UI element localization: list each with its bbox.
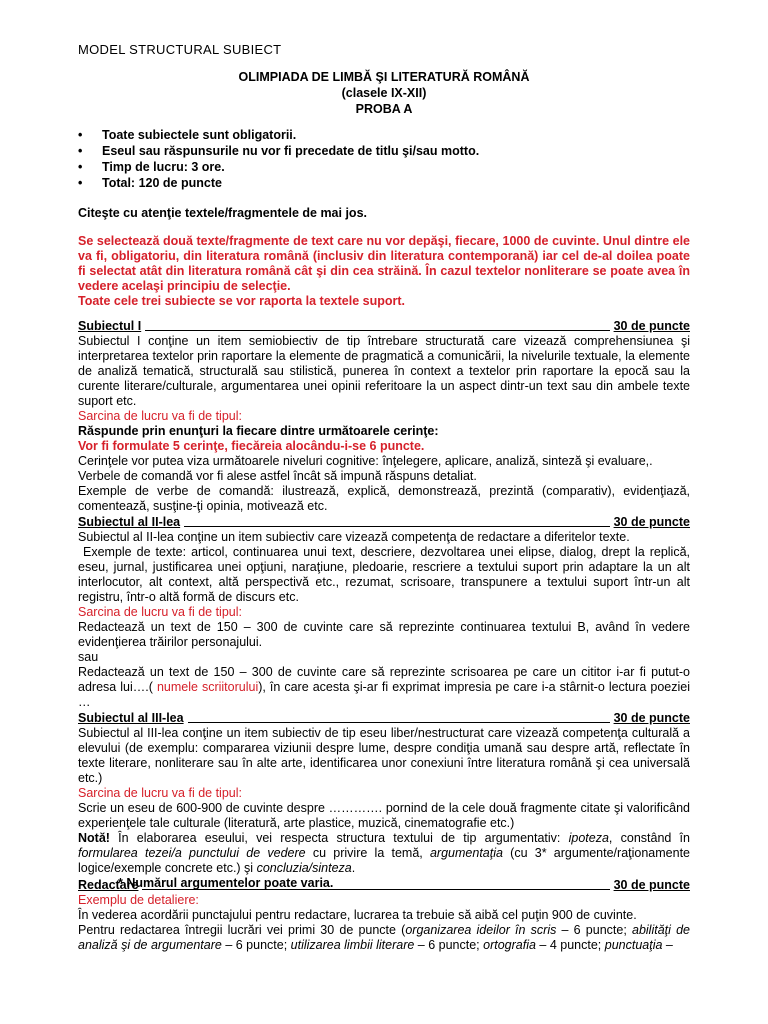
essay-task: Scrie un eseu de 600-900 de cuvinte despre …………. pornind de la cele două fragmente citate şi valorificând experienţele tale culturale (literatură, arte plastice, muzică, cinematografie etc.) (78, 801, 690, 830)
task-option-1: Redactează un text de 150 – 300 de cuvinte care să reprezinte continuarea textului B, având în vedere evidenţierea trăirilor personajului. (78, 620, 690, 649)
command-verbs-examples: Exemple de verbe de comandă: ilustrează, explică, demonstrează, prezintă (comparativ), evidenţiază, comentează, susţine-ţi opinia, motivează etc. (78, 484, 690, 513)
section-title: Subiectul I (78, 319, 142, 333)
section-description: Subiectul al II-lea conţine un item subiectiv care vizează competenţa de redactare a diferitelor texte. (78, 530, 630, 544)
section-description: Subiectul I conţine un item semiobiectiv de tip întrebare structurată care vizează comprehensiunea şi interpretarea textelor prin raportare la elemente de pragmatică a comunicării, la nivelurile textuale, la elemente de analiză tematică, structurală sau stilistică, punerea în context a textelor prin raportare la epocă sau la curente literare/culturale, argumentarea unei opinii referitoare la un aspect dintr-un text sau din ambele texte suport etc. (78, 334, 690, 408)
section-subiect-1 (78, 319, 690, 514)
command-verbs-note: Verbele de comandă vor fi alese astfel încât să impună răspuns detaliat. (78, 469, 477, 483)
section-points: 30 de puncte (613, 515, 690, 529)
section-description: Subiectul al III-lea conţine un item subiectiv de tip eseu liber/nestructurat care vizează competenţa culturală a elevului (de exemplu: compararea viziunii despre lume, despre condiţia umană sau despre artă, reflectate în texte literare, nonliterare sau în alte arte, identificarea unor conexiuni între literatura română şi cea universală etc.) (78, 726, 690, 785)
task-option-2: Redactează un text de 150 – 300 de cuvinte care să reprezinte scrisoarea pe care un cititor i-ar fi putut-o adresa lui….( numele scriitorului), în care acesta şi-ar fi exprimat impresia pe care i-a stârnit-o lectura poeziei … (78, 665, 690, 709)
writer-name-placeholder: numele scriitorului (152, 680, 259, 694)
task-red-note: Vor fi formulate 5 cerinţe, fiecăreia alocându-i-se 6 puncte. (78, 439, 425, 453)
rules-list (78, 127, 479, 191)
essay-note: Notă! În elaborarea eseului, vei respecta structura textului de tip argumentativ: ipoteza, constând în formularea tezei/a punctului de vedere cu privire la temă, argumentaţia (cu 3* argumente/raţionamente logice/exemple concrete etc.) şi concluzia/sinteza. (78, 831, 690, 875)
word-count-requirement: În vederea acordării punctajului pentru redactare, lucrarea ta trebuie să aibă cel puţin 900 de cuvinte. (78, 908, 637, 922)
section-heading (78, 878, 690, 893)
rule-item: • Timp de lucru: 3 ore. (78, 159, 479, 175)
detail-example-label: Exemplu de detaliere: (78, 893, 199, 907)
rule-item: • Eseul sau răspunsurile nu vor fi precedate de titlu şi/sau motto. (78, 143, 479, 159)
reading-instruction: Citeşte cu atenţie textele/fragmentele de mai jos. (78, 206, 367, 220)
task-label: Sarcina de lucru va fi de tipul: (78, 786, 242, 800)
document-header: MODEL STRUCTURAL SUBIECT (78, 42, 282, 57)
section-points: 30 de puncte (613, 319, 690, 333)
task-label: Sarcina de lucru va fi de tipul: (78, 605, 242, 619)
task-label: Sarcina de lucru va fi de tipul: (78, 409, 242, 423)
section-points: 30 de puncte (613, 711, 690, 725)
cognitive-levels: Cerinţele vor putea viza următoarele niveluri cognitive: înţelegere, aplicare, analiză, sinteză şi evaluare,. (78, 454, 653, 468)
scoring-breakdown: Pentru redactarea întregii lucrări vei primi 30 de puncte (organizarea ideilor în scris – 6 puncte; abilităţi de analiză şi de argumentare – 6 puncte; utilizarea limbii literare – 6 puncte; ortografia – 4 puncte; punctuaţia – (78, 923, 690, 952)
section-title: Subiectul al III-lea (78, 711, 184, 725)
selection-note (78, 234, 690, 309)
section-heading (78, 319, 690, 334)
section-heading (78, 515, 690, 530)
section-heading (78, 711, 690, 726)
rule-item: • Toate subiectele sunt obligatorii. (78, 127, 479, 143)
section-title: Subiectul al II-lea (78, 515, 181, 529)
section-subiect-3 (78, 711, 690, 891)
section-points: 30 de puncte (613, 878, 690, 892)
test-label: PROBA A (355, 102, 413, 116)
section-title: Redactare (78, 878, 139, 892)
olympiad-title: OLIMPIADA DE LIMBĂ ŞI LITERATURĂ ROMÂNĂ (238, 70, 530, 84)
rule-item: • Total: 120 de puncte (78, 175, 479, 191)
selection-note-support: Toate cele trei subiecte se vor raporta la textele suport. (78, 294, 405, 308)
text-examples: Exemple de texte: articol, continuarea unui text, descriere, dezvoltarea unei elipse, dialog, drept la replică, eseu, jurnal, justificarea unei opţiuni, naraţiune, pledoarie, rescriere a textului suport prin adaptare la un alt interlocutor, alt context, altă perspectivă etc., rezumat, scrisoare, transpunere a textului suport într-un alt registru, într-o altă formă de discurs etc. (78, 545, 690, 604)
grades-subtitle: (clasele IX-XII) (341, 86, 427, 100)
arguments-footnote: * Numărul argumentelor poate varia. (118, 876, 334, 890)
section-subiect-2 (78, 515, 690, 710)
task-instruction: Răspunde prin enunţuri la fiecare dintre următoarele cerinţe: (78, 424, 439, 438)
task-or: sau (78, 650, 99, 664)
selection-note-text: Se selectează două texte/fragmente de text care nu vor depăşi, fiecare, 1000 de cuvinte. Unul dintre ele va fi, obligatoriu, din literatura română (inclusiv din literatura contemporană) iar cel de-al doilea poate fi selectat atât din literatura română cât şi din cea străină. În cazul textelor nonliterare se poate avea în vedere acelaşi principiu de selecţie. (78, 234, 690, 293)
section-redactare (78, 878, 690, 953)
